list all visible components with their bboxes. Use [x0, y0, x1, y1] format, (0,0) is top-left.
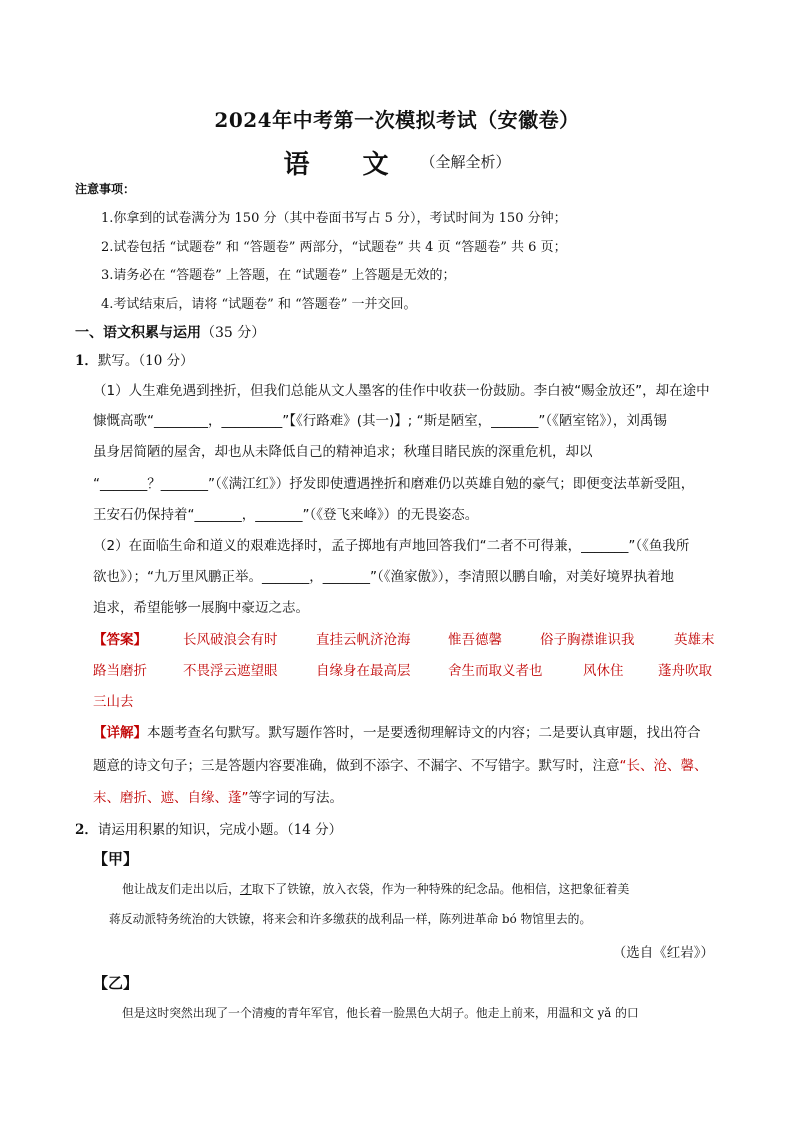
- question-line: 王安石仍保持着“_______，_______”（《登飞来峰》）的无畏姿态。: [93, 507, 479, 523]
- question-line: 追求，希望能够一展胸中豪迈之志。: [93, 600, 309, 616]
- passage-b-label: 【乙】: [93, 974, 139, 992]
- notice-item: 4.考试结束后，请将 “试题卷” 和 “答题卷” 一并交回。: [101, 297, 417, 312]
- explanation-text: 等字词的写法。: [248, 790, 343, 806]
- answer-label: 【答案】: [93, 632, 147, 648]
- passage-a-line: 蒋反动派特务统治的大铁镣，将来会和许多缴获的战利品一样，陈列进革命 bó 物馆里去的。: [109, 912, 592, 926]
- explanation-line: [93, 754, 708, 774]
- question-number: 2．: [75, 822, 98, 838]
- question-line: （1）人生难免遇到挫折，但我们总能从文人墨客的佳作中收获一份鼓励。李白被“赐金放还”，却在途中: [93, 383, 710, 399]
- question-2-heading: [75, 818, 342, 838]
- notice-heading: 注意事项：: [75, 182, 136, 196]
- explanation-highlight: “长、沧、馨、: [619, 758, 708, 774]
- explanation-text: 题意的诗文句子；三是答题内容要准确，做到不添字、不漏字、不写错字。默写时，注意: [93, 758, 620, 774]
- subject-name: 语 文: [283, 150, 411, 180]
- question-number: 1．: [75, 353, 98, 369]
- answer-item: 直挂云帆济沧海: [316, 632, 411, 648]
- explanation-line: [93, 786, 343, 806]
- notice-item: 3.请务必在 “答题卷” 上答题，在 “试题卷” 上答题是无效的；: [101, 268, 456, 283]
- underlined-char: 才: [239, 882, 252, 896]
- question-line: 慷慨高歌“________，_________”【《行路难》(其一)】; “斯是陋室，_______”（《陋室铭》），刘禹锡: [93, 413, 667, 429]
- answer-item: 俗子胸襟谁识我: [540, 632, 635, 648]
- passage-a-line: 他让战友们走出以后，才取下了铁镣，放入衣袋，作为一种特殊的纪念品。他相信，这把象征着美: [122, 882, 630, 896]
- question-text: 默写。（10 分）: [97, 353, 194, 369]
- passage-b-line: 但是这时突然出现了一个清瘦的青年军官，他长着一脸黑色大胡子。他走上前来，用温和文 yǎ 的口: [122, 1006, 639, 1020]
- answer-item: 路当磨折: [93, 663, 147, 679]
- answer-item: 风休住: [583, 663, 624, 679]
- subject-row: [0, 144, 794, 181]
- question-1-heading: [75, 349, 194, 369]
- explanation-text: 本题考查名句默写。默写题作答时，一是要透彻理解诗文的内容；二是要认真审题，找出符合: [147, 725, 701, 741]
- answer-item: 自缘身在最高层: [316, 663, 411, 679]
- explanation-line: [93, 721, 701, 741]
- passage-a-source: （选自《红岩》）: [612, 945, 714, 961]
- answer-item: 三山去: [93, 694, 134, 710]
- answer-item: 长风破浪会有时: [183, 632, 278, 648]
- notice-item: 2.试卷包括 “试题卷” 和 “答题卷” 两部分，“试题卷” 共 4 页 “答题卷” 共 6 页；: [101, 240, 567, 255]
- explanation-highlight: 末、磨折、遮、自缘、蓬”: [93, 790, 249, 806]
- passage-a-label: 【甲】: [93, 850, 139, 868]
- question-text: 请运用积累的知识，完成小题。（14 分）: [97, 822, 343, 838]
- section-title: 一、语文积累与运用: [75, 325, 201, 341]
- answer-item: 蓬舟吹取: [658, 663, 712, 679]
- question-line: 虽身居简陋的屋舍，却也从未降低自己的精神追求；秋瑾目睹民族的深重危机，却以: [93, 444, 593, 460]
- answer-item: 舍生而取义者也: [448, 663, 543, 679]
- question-line: （2）在面临生命和道义的艰难选择时，孟子掷地有声地回答我们“二者不可得兼，_______”（《鱼我所: [93, 538, 690, 554]
- answer-item: 英雄末: [674, 632, 715, 648]
- question-line: 欲也》）；“九万里风鹏正举。_______，_______”（《渔家傲》），李清照以鹏自喻，对美好境界执着地: [93, 569, 674, 585]
- answer-item: 惟吾德馨: [448, 632, 502, 648]
- subject-note: （全解全析）: [420, 153, 511, 171]
- section-points: （35 分）: [201, 325, 266, 341]
- section-heading: [75, 322, 265, 342]
- exam-title: 2024年中考第一次模拟考试（安徽卷）: [214, 108, 580, 132]
- explanation-label: 【详解】: [93, 725, 147, 741]
- question-line: “_______？_______”（《满江红》）抒发即使遭遇挫折和磨难仍以英雄自勉的豪气；即便变法革新受阻，: [93, 476, 695, 492]
- answer-item: 不畏浮云遮望眼: [183, 663, 278, 679]
- notice-item: 1.你拿到的试卷满分为 150 分（其中卷面书写占 5 分），考试时间为 150 分钟；: [101, 211, 567, 226]
